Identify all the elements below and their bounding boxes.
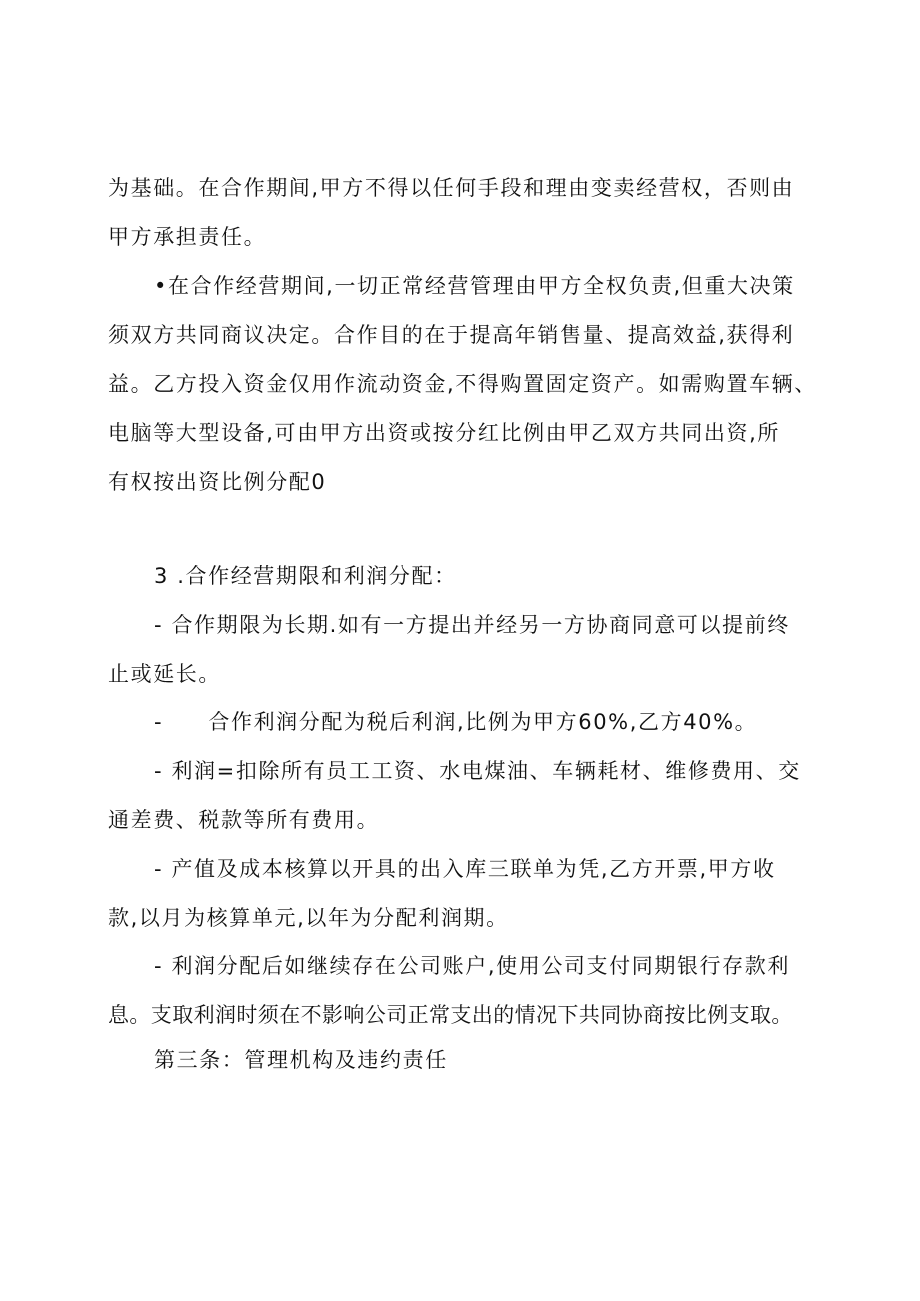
- paragraph-line-7: 有权按出资比例分配0: [108, 470, 327, 494]
- paragraph-line-3: •在合作经营期间,一切正常经营管理由甲方全权负责,但重大决策: [154, 274, 795, 298]
- paragraph-line-5: 益。乙方投入资金仅用作流动资金,不得购置固定资产。如需购置车辆、: [108, 372, 817, 396]
- paragraph-line-6: 电脑等大型设备,可由甲方出资或按分红比例由甲乙双方共同出资,所: [108, 421, 780, 445]
- list-item-line-6: - 产值及成本核算以开具的出入库三联单为凭,乙方开票,甲方收: [154, 857, 776, 881]
- list-item-line-5: 通差费、税款等所有费用。: [108, 808, 380, 832]
- list-item-line-3: - 合作利润分配为税后利润,比例为甲方60%,乙方40%。: [154, 710, 758, 734]
- paragraph-line-4: 须双方共同商议决定。合作目的在于提高年销售量、提高效益,获得利: [108, 323, 795, 347]
- list-item-line-7: 款,以月为核算单元,以年为分配利润期。: [108, 906, 509, 930]
- article-heading: 第三条：管理机构及违约责任: [154, 1048, 448, 1072]
- list-item-line-9: 息。支取利润时须在不影响公司正常支出的情况下共同协商按比例支取。: [108, 1003, 793, 1027]
- section-heading: 3 .合作经营期限和利润分配：: [154, 564, 457, 588]
- paragraph-line-1: 为基础。在合作期间,甲方不得以任何手段和理由变卖经营权，否则由: [108, 176, 795, 200]
- list-item-line-2: 止或延长。: [108, 662, 221, 686]
- paragraph-line-2: 甲方承担责任。: [108, 225, 267, 249]
- list-item-line-4: - 利润=扣除所有员工工资、水电煤油、车辆耗材、维修费用、交: [154, 759, 801, 783]
- list-item-line-8: - 利润分配后如继续存在公司账户,使用公司支付同期银行存款利: [154, 954, 790, 978]
- list-item-line-1: - 合作期限为长期.如有一方提出并经另一方协商同意可以提前终: [154, 613, 790, 637]
